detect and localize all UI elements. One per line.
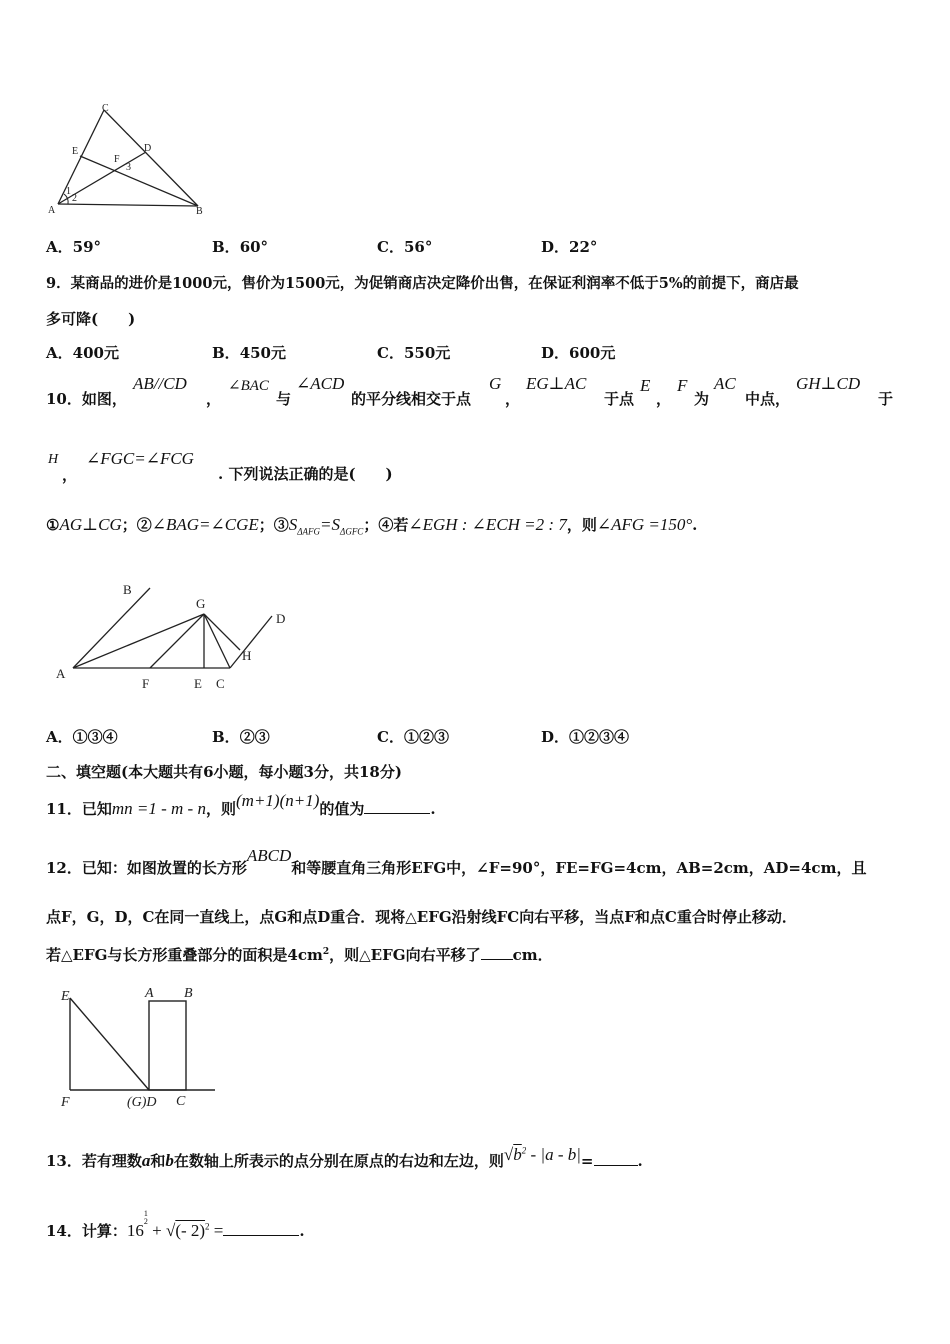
q8-choice-d[interactable]: D．22° bbox=[541, 238, 598, 256]
fig12-label-C: C bbox=[176, 1094, 186, 1109]
fig8-angle-3: 3 bbox=[126, 162, 131, 173]
q10-math-bac: ∠BAC bbox=[228, 378, 269, 394]
fig10-label-B: B bbox=[123, 582, 132, 597]
q10-tail: . 下列说法正确的是( ) bbox=[218, 465, 393, 483]
q9-choice-c[interactable]: C．550元 bbox=[377, 344, 451, 362]
q12-stem-line2: 点F，G，D，C在同一直线上，点G和点D重合．现将△EFG沿射线FC向右平移，当点F和点C重合时停止移动． bbox=[46, 908, 797, 926]
q10-yudian: 于点 bbox=[604, 390, 635, 408]
fig10-label-E: E bbox=[194, 676, 202, 691]
q14-stem: 14．计算：161 2 + √(- 2)$^2$ = . bbox=[46, 1209, 305, 1240]
q10-math-e: E bbox=[640, 376, 651, 395]
q12-answer-blank[interactable] bbox=[481, 945, 513, 960]
q13-answer-blank[interactable] bbox=[594, 1151, 638, 1166]
q13-var-a: a bbox=[141, 1151, 151, 1170]
q10-choice-d[interactable]: D．①②③④ bbox=[541, 728, 630, 746]
q10-zhongdian: 中点， bbox=[745, 390, 791, 408]
q10-s4-end: . bbox=[692, 516, 698, 534]
q14-answer-blank[interactable] bbox=[223, 1221, 299, 1236]
q10-math-g: G bbox=[489, 374, 502, 393]
q8-choice-c[interactable]: C．56° bbox=[377, 238, 433, 256]
figure-q12 bbox=[55, 982, 225, 1112]
q10-s1-marker: ① bbox=[46, 516, 60, 534]
q8-choice-b[interactable]: B．60° bbox=[212, 238, 269, 256]
q11-math-1: mn =1 - m - n bbox=[111, 799, 206, 818]
q10-comma-2: ， bbox=[505, 390, 521, 408]
q12-math-abcd: ABCD bbox=[246, 846, 292, 865]
q10-s2-math: ∠BAG=∠CGE bbox=[151, 515, 259, 534]
q10-math-ac: AC bbox=[714, 374, 736, 393]
figure-q8-triangle bbox=[40, 100, 220, 220]
q14-expression: 161 2 + √(- 2)$^2$ = bbox=[126, 1209, 224, 1240]
q10-math-fgc-fcg: ∠FGC=∠FCG bbox=[86, 449, 194, 468]
fig12-label-B: B bbox=[184, 986, 193, 1001]
q10-wei: 为 bbox=[694, 390, 710, 408]
q10-s3-marker: ；③ bbox=[258, 516, 289, 534]
q13-stem: 13．若有理数a和b在数轴上所表示的点分别在原点的右边和左边，则$√b^2 - |a - b|=$ . bbox=[46, 1145, 643, 1170]
fig10-label-F: F bbox=[142, 676, 150, 691]
fig8-label-A: A bbox=[48, 205, 56, 216]
fig8-label-C: C bbox=[102, 103, 109, 114]
fig8-label-E: E bbox=[72, 146, 79, 157]
fig8-label-D: D bbox=[144, 143, 152, 154]
q10-comma-4: ， bbox=[62, 466, 78, 484]
q10-number: 10．如图， bbox=[46, 390, 127, 408]
q10-choice-a[interactable]: A．①③④ bbox=[46, 728, 118, 746]
fig10-label-D: D bbox=[276, 611, 286, 626]
q10-s3-math: $S_{\Delta AFG}=S_{\Delta GFC}$ bbox=[288, 515, 364, 537]
q11-answer-blank[interactable] bbox=[364, 799, 430, 814]
q12-stem-line3: 若△EFG与长方形重叠部分的面积是$4cm^2$，则△EFG向右平移了 cm． bbox=[46, 946, 553, 964]
q13-expression: $√b^2 - |a - b|$ bbox=[503, 1145, 581, 1164]
q10-s4-math2: ∠AFG =150° bbox=[596, 515, 693, 534]
q13-var-b: b bbox=[165, 1151, 174, 1170]
q9-choice-a[interactable]: A．400元 bbox=[46, 344, 119, 362]
fig10-label-G: G bbox=[196, 596, 206, 611]
q11-math-2: (m+1)(n+1) bbox=[236, 791, 320, 810]
q10-yu2: 于 bbox=[878, 390, 894, 408]
fig12-label-A: A bbox=[145, 986, 154, 1001]
fig10-label-H: H bbox=[242, 648, 252, 663]
q9-stem-line2: 多可降( ) bbox=[46, 310, 136, 328]
q10-choice-c[interactable]: C．①②③ bbox=[377, 728, 449, 746]
q10-choice-b[interactable]: B．②③ bbox=[212, 728, 270, 746]
fig10-label-A: A bbox=[56, 666, 66, 681]
q10-s4-then: ，则 bbox=[566, 516, 597, 534]
q9-stem-line1: 9．某商品的进价是1000元，售价为1500元，为促销商店决定降价出售，在保证利润率不低于5%的前提下，商店最 bbox=[46, 275, 799, 292]
q10-math-f: F bbox=[677, 376, 688, 395]
figure-q10 bbox=[40, 576, 300, 696]
fig8-label-B: B bbox=[196, 206, 203, 217]
q9-choice-d[interactable]: D．600元 bbox=[541, 344, 616, 362]
fig8-angle-2: 2 bbox=[72, 193, 77, 204]
q10-math-acd: ∠ACD bbox=[296, 374, 345, 393]
q10-comma-3: ， bbox=[656, 390, 672, 408]
fig8-label-F: F bbox=[114, 154, 120, 165]
q10-math-eg-ac: EG⊥AC bbox=[526, 374, 587, 393]
fig12-label-E: E bbox=[61, 989, 70, 1004]
q8-choice-a[interactable]: A．59° bbox=[46, 238, 102, 256]
q10-s4-math: ∠EGH : ∠ECH =2 : 7 bbox=[408, 515, 567, 534]
q10-s2-marker: ；② bbox=[121, 516, 152, 534]
q10-math-ab-cd: AB//CD bbox=[133, 374, 187, 393]
fig10-label-C: C bbox=[216, 676, 225, 691]
q12-stem-line1: 12．已知：如图放置的长方形ABCD和等腰直角三角形EFG中，∠F=90°，FE=FG=4cm，AB=2cm，AD=4cm，且 bbox=[46, 846, 867, 877]
q11-stem: 11．已知mn =1 - m - n，则(m+1)(n+1)的值为 . bbox=[46, 791, 436, 818]
q9-choice-b[interactable]: B．450元 bbox=[212, 344, 286, 362]
q10-math-gh-cd: GH⊥CD bbox=[796, 374, 861, 393]
q10-math-h: H bbox=[48, 452, 59, 467]
q10-comma-1: ， bbox=[206, 390, 222, 408]
q10-bisect: 的平分线相交于点 bbox=[351, 390, 472, 408]
fig12-label-G-D: (G)D bbox=[127, 1095, 157, 1110]
q10-s4-marker: ；④若 bbox=[363, 516, 409, 534]
q10-statements bbox=[46, 514, 697, 536]
section-2-heading: 二、填空题(本大题共有6小题，每小题3分，共18分) bbox=[46, 763, 402, 781]
fig8-angle-1: 1 bbox=[66, 186, 71, 197]
q10-yu: 与 bbox=[276, 390, 292, 408]
q10-s1-math: AG⊥CG bbox=[59, 515, 122, 534]
fig12-label-F: F bbox=[61, 1095, 70, 1110]
